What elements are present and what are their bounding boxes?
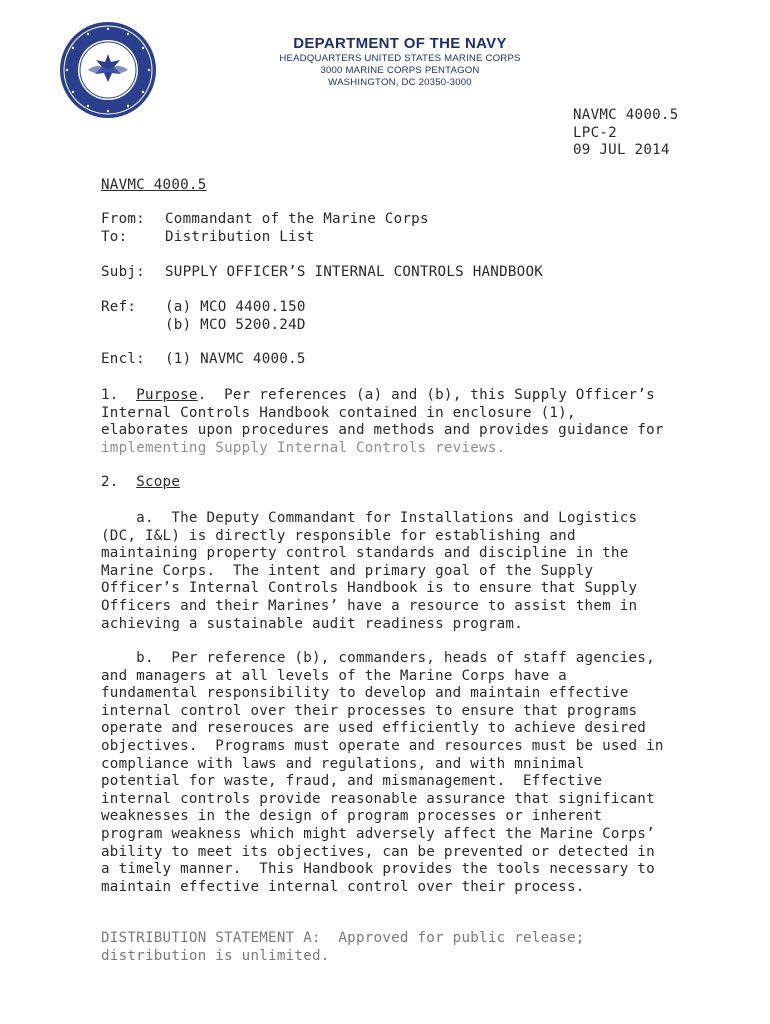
paragraph-line: internal controls provide reasonable assurance that significant [101, 790, 655, 807]
paragraph-line: Officer’s Internal Controls Handbook is to ensure that Supply [101, 580, 638, 597]
subject-value: SUPPLY OFFICER’S INTERNAL CONTROLS HANDBOOK [165, 264, 544, 280]
seal-graphic [58, 20, 158, 120]
letterhead-line: HEADQUARTERS UNITED STATES MARINE CORPS [279, 53, 521, 64]
distribution-line: distribution is unlimited. [101, 947, 330, 964]
distribution-line: DISTRIBUTION STATEMENT A: Approved for public release; [101, 930, 585, 946]
letterhead-title: DEPARTMENT OF THE NAVY [293, 35, 507, 52]
purpose-text: . Per references (a) and (b), this Supply Officer’s [197, 387, 655, 403]
to-value: Distribution List [165, 229, 315, 245]
paragraph-line: potential for waste, fraud, and mismanagement. Effective [101, 773, 603, 790]
scope-heading: Scope [136, 474, 181, 490]
purpose-line: implementing Supply Internal Controls reviews. [101, 439, 506, 456]
paragraph-line: a. The Deputy Commandant for Installations and Logistics [101, 510, 638, 526]
distribution-statement [101, 930, 701, 965]
paragraph-line: a timely manner. This Handbook provides the tools necessary to [101, 861, 655, 878]
purpose-line: Internal Controls Handbook contained in enclosure (1), [101, 404, 576, 421]
letterhead-line: WASHINGTON, DC 20350-3000 [328, 77, 472, 88]
paragraph-line: and managers at all levels of the Marine Corps have a [101, 667, 567, 684]
reference-item: (a) MCO 4400.150 [165, 299, 306, 315]
paragraph-line: weaknesses in the design of program processes or inherent [101, 808, 603, 825]
paragraph-line: operate and reserouces are used efficiently to achieve desired [101, 720, 647, 737]
paragraph-line: internal control over their processes to ensure that programs [101, 702, 638, 719]
enclosure-item: (1) NAVMC 4000.5 [165, 351, 306, 367]
paragraph-line: achieving a sustainable audit readiness program. [101, 615, 523, 632]
letterhead [250, 35, 550, 89]
department-of-defense-seal-icon [58, 20, 158, 120]
scope-paragraph-b [101, 650, 701, 896]
paragraph-line: Marine Corps. The intent and primary goal of the Supply [101, 562, 594, 579]
subject-label: Subj: [101, 264, 145, 280]
paragraph-line: ability to meet its objectives, can be prevented or detected in [101, 843, 655, 860]
scope-paragraph-a [101, 510, 701, 633]
ssic-line: 09 JUL 2014 [573, 142, 670, 159]
from-label: From: [101, 211, 145, 227]
purpose-first-line [101, 387, 701, 405]
document-id: NAVMC 4000.5 [101, 177, 207, 193]
purpose-paragraph [101, 387, 701, 457]
enclosure-label: Encl: [101, 351, 145, 367]
reference-item: (b) MCO 5200.24D [165, 317, 306, 333]
ssic-block [573, 107, 679, 160]
paragraph-line: maintaining property control standards and discipline in the [101, 545, 629, 562]
ssic-line: NAVMC 4000.5 [573, 107, 679, 123]
paragraph-line: (DC, I&L) is directly responsible for establishing and [101, 527, 576, 544]
ssic-line: LPC-2 [573, 124, 617, 141]
paragraph-line: objectives. Programs must operate and resources must be used in [101, 737, 664, 754]
to-label: To: [101, 229, 128, 245]
paragraph-line: Officers and their Marines’ have a resource to assist them in [101, 597, 638, 614]
from-value: Commandant of the Marine Corps [165, 211, 429, 227]
purpose-line: elaborates upon procedures and methods and provides guidance for [101, 422, 664, 439]
paragraph-line: program weakness which might adversely affect the Marine Corps’ [101, 825, 655, 842]
scope-heading-line [101, 474, 180, 492]
paragraph-line: compliance with laws and regulations, and with mninimal [101, 755, 585, 772]
paragraph-line: fundamental responsibility to develop and maintain effective [101, 685, 629, 702]
letterhead-line: 3000 MARINE CORPS PENTAGON [320, 65, 480, 76]
purpose-heading: Purpose [136, 387, 198, 403]
paragraph-line: maintain effective internal control over their process. [101, 878, 585, 895]
scope-number: 2. [101, 474, 119, 490]
reference-label: Ref: [101, 299, 137, 315]
purpose-number: 1. [101, 387, 119, 403]
paragraph-line: b. Per reference (b), commanders, heads of staff agencies, [101, 650, 655, 666]
